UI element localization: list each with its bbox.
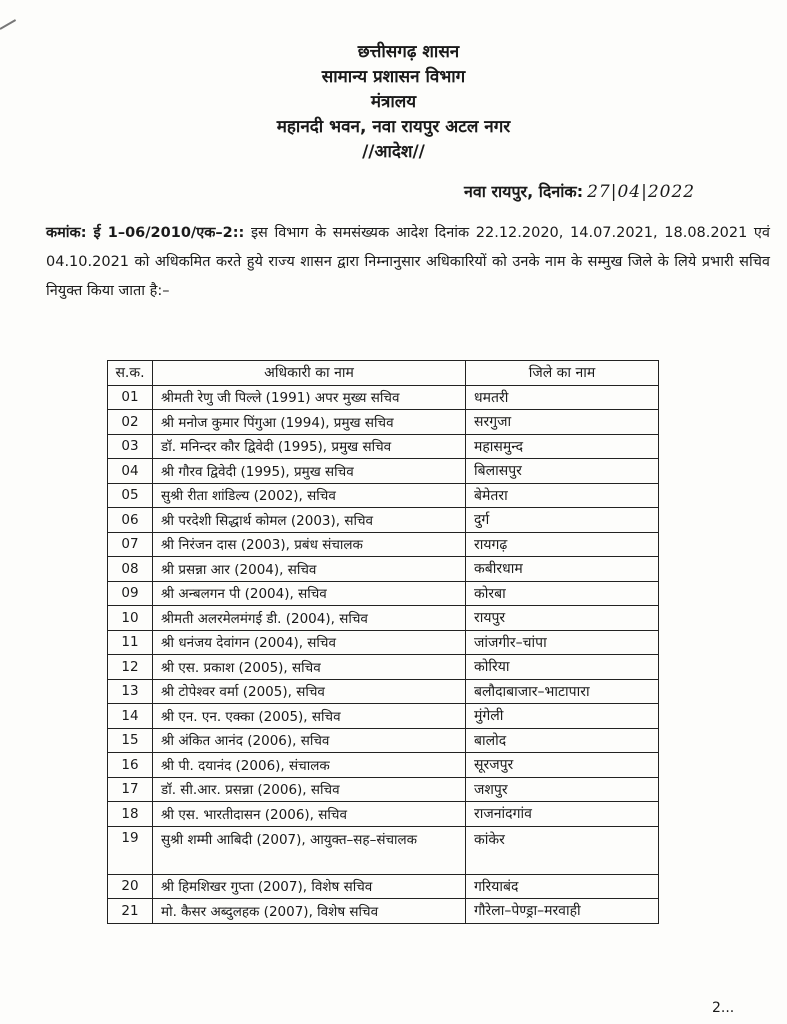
date-label: नवा रायपुर, दिनांक: [464, 182, 584, 201]
district-cell: दुर्ग [466, 508, 659, 533]
table-row [108, 557, 659, 582]
district-cell: मुंगेली [466, 704, 659, 729]
header-government: छत्तीसगढ़ शासन [357, 42, 460, 62]
table-row [108, 704, 659, 729]
table-row [108, 728, 659, 753]
serial-cell: 09 [108, 581, 153, 606]
header-order-title: //आदेश// [362, 142, 425, 162]
header-district-name: जिले का नाम [466, 361, 659, 386]
officer-name-cell: श्री गौरव द्विवेदी (1995), प्रमुख सचिव [153, 459, 466, 484]
table-row [108, 434, 659, 459]
table-row [108, 606, 659, 631]
district-cell: कबीरधाम [466, 557, 659, 582]
officer-name-cell: श्री परदेशी सिद्धार्थ कोमल (2003), सचिव [153, 508, 466, 533]
serial-cell: 21 [108, 899, 153, 924]
table-header-row [108, 361, 659, 386]
serial-cell: 17 [108, 777, 153, 802]
officer-name-cell: डॉ. सी.आर. प्रसन्ना (2006), सचिव [153, 777, 466, 802]
table-row [108, 532, 659, 557]
officer-name-cell: श्री टोपेश्वर वर्मा (2005), सचिव [153, 679, 466, 704]
serial-cell: 15 [108, 728, 153, 753]
officer-name-cell: मो. कैसर अब्दुलहक (2007), विशेष सचिव [153, 899, 466, 924]
district-cell: रायगढ़ [466, 532, 659, 557]
officer-name-cell: श्री धनंजय देवांगन (2004), सचिव [153, 630, 466, 655]
district-cell: गौरेला–पेण्ड्रा–मरवाही [466, 899, 659, 924]
table-row [108, 581, 659, 606]
district-cell: बालोद [466, 728, 659, 753]
table-row [108, 802, 659, 827]
district-cell: बिलासपुर [466, 459, 659, 484]
officer-name-cell: सुश्री रीता शांडिल्य (2002), सचिव [153, 483, 466, 508]
officer-name-cell: श्री निरंजन दास (2003), प्रबंध संचालक [153, 532, 466, 557]
officer-name-cell: डॉ. मनिन्दर कौर द्विवेदी (1995), प्रमुख सचिव [153, 434, 466, 459]
serial-cell: 06 [108, 508, 153, 533]
appointments-table [107, 360, 659, 924]
district-cell: कोरबा [466, 581, 659, 606]
officer-name-cell: श्रीमती अलरमेलमंगई डी. (2004), सचिव [153, 606, 466, 631]
district-cell: बलौदाबाजार–भाटापारा [466, 679, 659, 704]
district-cell: सरगुजा [466, 410, 659, 435]
order-text: इस विभाग के समसंख्यक आदेश दिनांक 22.12.2020, 14.07.2021, 18.08.2021 एवं 04.10.2021 को अधिकमित करते हुये राज्य शासन द्वारा निम्नानुसार अधिकारियों को उनके नाम के सम्मुख जिले के लिये प्रभारी सचिव नियुक्त किया जाता है:– [46, 225, 770, 299]
serial-cell: 12 [108, 655, 153, 680]
table-row [108, 483, 659, 508]
district-cell: राजनांदगांव [466, 802, 659, 827]
next-page-indicator: 2... [712, 1000, 735, 1016]
serial-cell: 07 [108, 532, 153, 557]
table-row [108, 679, 659, 704]
table-row [108, 777, 659, 802]
date-line [464, 180, 695, 202]
table-row [108, 874, 659, 899]
serial-cell: 14 [108, 704, 153, 729]
header-officer-name: अधिकारी का नाम [153, 361, 466, 386]
serial-cell: 13 [108, 679, 153, 704]
district-cell: जशपुर [466, 777, 659, 802]
table-row [108, 826, 659, 874]
serial-cell: 08 [108, 557, 153, 582]
serial-cell: 05 [108, 483, 153, 508]
pen-mark [0, 19, 16, 30]
district-cell: धमतरी [466, 385, 659, 410]
officer-name-cell: श्री पी. दयानंद (2006), संचालक [153, 753, 466, 778]
serial-cell: 02 [108, 410, 153, 435]
serial-cell: 11 [108, 630, 153, 655]
serial-cell: 18 [108, 802, 153, 827]
header-ministry: मंत्रालय [370, 92, 417, 112]
officer-name-cell: सुश्री शम्मी आबिदी (2007), आयुक्त–सह–संचालक [153, 826, 466, 874]
district-cell: महासमुन्द [466, 434, 659, 459]
order-reference: कमांक: ई 1–06/2010/एक–2:: [46, 225, 245, 241]
officer-name-cell: श्री एस. प्रकाश (2005), सचिव [153, 655, 466, 680]
officer-name-cell: श्री प्रसन्ना आर (2004), सचिव [153, 557, 466, 582]
officer-name-cell: श्री एस. भारतीदासन (2006), सचिव [153, 802, 466, 827]
table-row [108, 459, 659, 484]
header-address: महानदी भवन, नवा रायपुर अटल नगर [276, 117, 511, 137]
officer-name-cell: श्री अंकित आनंद (2006), सचिव [153, 728, 466, 753]
officer-name-cell: श्रीमती रेणु जी पिल्ले (1991) अपर मुख्य सचिव [153, 385, 466, 410]
officer-name-cell: श्री एन. एन. एक्का (2005), सचिव [153, 704, 466, 729]
serial-cell: 10 [108, 606, 153, 631]
serial-cell: 16 [108, 753, 153, 778]
table-row [108, 899, 659, 924]
district-cell: रायपुर [466, 606, 659, 631]
table-row [108, 753, 659, 778]
table-row [108, 655, 659, 680]
district-cell: गरियाबंद [466, 874, 659, 899]
serial-cell: 20 [108, 874, 153, 899]
order-paragraph [46, 219, 770, 306]
table-row [108, 410, 659, 435]
officer-name-cell: श्री हिमशिखर गुप्ता (2007), विशेष सचिव [153, 874, 466, 899]
header-serial: स.क. [108, 361, 153, 386]
serial-cell: 19 [108, 826, 153, 874]
district-cell: कांकेर [466, 826, 659, 874]
document-header [0, 40, 787, 165]
table-row [108, 385, 659, 410]
district-cell: कोरिया [466, 655, 659, 680]
officer-name-cell: श्री मनोज कुमार पिंगुआ (1994), प्रमुख सचिव [153, 410, 466, 435]
table-row [108, 630, 659, 655]
district-cell: बेमेतरा [466, 483, 659, 508]
officer-name-cell: श्री अन्बलगन पी (2004), सचिव [153, 581, 466, 606]
district-cell: जांजगीर–चांपा [466, 630, 659, 655]
table-row [108, 508, 659, 533]
serial-cell: 03 [108, 434, 153, 459]
date-value: 27|04|2022 [587, 182, 696, 202]
serial-cell: 04 [108, 459, 153, 484]
header-department: सामान्य प्रशासन विभाग [321, 67, 466, 87]
serial-cell: 01 [108, 385, 153, 410]
district-cell: सूरजपुर [466, 753, 659, 778]
